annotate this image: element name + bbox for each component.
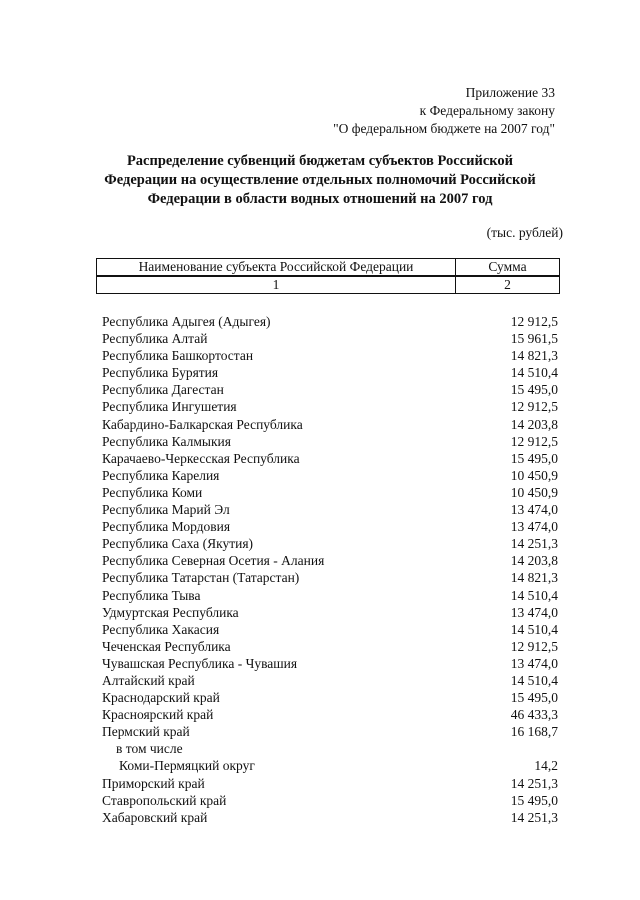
table-row — [102, 809, 558, 826]
row-amount: 12 912,5 — [510, 638, 558, 654]
table-row — [102, 313, 558, 330]
row-subject-name: Удмуртская Республика — [102, 604, 239, 620]
table-row — [102, 416, 558, 433]
row-amount: 10 450,9 — [510, 484, 558, 500]
table-row — [102, 364, 558, 381]
appendix-reference — [333, 84, 555, 138]
table-row — [102, 330, 558, 347]
table-row — [102, 501, 558, 518]
row-subject-name: Алтайский край — [102, 672, 195, 688]
row-amount: 14 251,3 — [510, 809, 558, 825]
row-amount: 14,2 — [534, 758, 558, 774]
row-amount: 14 510,4 — [510, 365, 558, 381]
row-subject-name: Республика Коми — [102, 484, 203, 500]
row-subject-name: Республика Марий Эл — [102, 502, 230, 518]
row-amount: 15 495,0 — [510, 792, 558, 808]
row-subject-name: Республика Алтай — [102, 331, 208, 347]
row-amount: 14 203,8 — [510, 553, 558, 569]
row-subject-name: Республика Башкортостан — [102, 348, 254, 364]
row-amount: 14 203,8 — [510, 416, 558, 432]
table-row — [102, 569, 558, 586]
row-amount: 46 433,3 — [510, 707, 558, 723]
table-row — [102, 587, 558, 604]
row-amount: 14 821,3 — [510, 570, 558, 586]
row-amount: 15 495,0 — [510, 382, 558, 398]
row-amount: 12 912,5 — [510, 314, 558, 329]
row-amount: 14 251,3 — [510, 536, 558, 552]
row-subject-name: Республика Саха (Якутия) — [102, 536, 254, 552]
table-row — [102, 518, 558, 535]
header-col-number-2: 2 — [456, 276, 560, 294]
table-row — [102, 535, 558, 552]
row-subject-name: Республика Татарстан (Татарстан) — [102, 570, 300, 586]
row-amount: 14 510,4 — [510, 672, 558, 688]
table-header — [96, 258, 560, 294]
row-subject-name: Кабардино-Балкарская Республика — [102, 416, 303, 432]
row-subject-name: Республика Бурятия — [102, 365, 219, 381]
subvention-list — [102, 313, 558, 826]
table-row — [102, 740, 558, 757]
table-row — [102, 381, 558, 398]
row-amount: 14 510,4 — [510, 621, 558, 637]
table-row — [102, 757, 558, 774]
table-row — [102, 775, 558, 792]
row-amount: 13 474,0 — [510, 519, 558, 535]
row-amount: 14 251,3 — [510, 775, 558, 791]
row-subject-name: Карачаево-Черкесская Республика — [102, 450, 300, 466]
table-row — [102, 689, 558, 706]
table-row — [102, 638, 558, 655]
row-subject-name: Ставропольский край — [102, 792, 227, 808]
appendix-law: к Федеральному закону — [419, 103, 555, 118]
title-line-1: Распределение субвенций бюджетам субъектов Российской — [126, 153, 514, 169]
table-row — [102, 552, 558, 569]
row-subject-name: Пермский край — [102, 724, 190, 740]
row-subject-name: Чеченская Республика — [102, 638, 231, 654]
table-row — [102, 604, 558, 621]
row-amount: 13 474,0 — [510, 502, 558, 518]
header-number-row — [97, 276, 560, 294]
row-amount: 15 961,5 — [510, 331, 558, 347]
row-subject-name: в том числе — [116, 741, 183, 757]
row-amount: 13 474,0 — [510, 655, 558, 671]
row-subject-name: Красноярский край — [102, 707, 214, 723]
title-line-2: Федерации на осуществление отдельных полномочий Российской — [104, 172, 536, 188]
table-row — [102, 792, 558, 809]
row-subject-name: Республика Ингушетия — [102, 399, 237, 415]
table-row — [102, 450, 558, 467]
row-amount: 16 168,7 — [510, 724, 558, 740]
row-amount: 14 821,3 — [510, 348, 558, 364]
table-row — [102, 347, 558, 364]
row-subject-name: Республика Тыва — [102, 587, 201, 603]
row-subject-name: Хабаровский край — [102, 809, 208, 825]
row-subject-name: Республика Северная Осетия - Алания — [102, 553, 325, 569]
row-subject-name: Республика Дагестан — [102, 382, 224, 398]
row-amount: 14 510,4 — [510, 587, 558, 603]
row-subject-name: Приморский край — [102, 775, 205, 791]
header-amount: Сумма — [456, 259, 560, 277]
table-row — [102, 706, 558, 723]
table-row — [102, 484, 558, 501]
units-label: (тыс. рублей) — [486, 225, 563, 240]
table-row — [102, 655, 558, 672]
appendix-law-title: "О федеральном бюджете на 2007 год" — [333, 121, 555, 136]
row-amount: 10 450,9 — [510, 467, 558, 483]
row-subject-name: Республика Карелия — [102, 467, 220, 483]
appendix-number: Приложение 33 — [465, 85, 555, 100]
title-line-3: Федерации в области водных отношений на 2007 год — [147, 191, 493, 207]
table-row — [102, 621, 558, 638]
row-subject-name: Республика Хакасия — [102, 621, 220, 637]
row-amount: 15 495,0 — [510, 690, 558, 706]
row-amount: 13 474,0 — [510, 604, 558, 620]
row-amount: 15 495,0 — [510, 450, 558, 466]
row-subject-name: Республика Мордовия — [102, 519, 231, 535]
header-col-number-1: 1 — [97, 276, 456, 294]
row-amount: 12 912,5 — [510, 399, 558, 415]
header-row — [97, 259, 560, 277]
table-row — [102, 672, 558, 689]
table-row — [102, 467, 558, 484]
row-subject-name: Республика Адыгея (Адыгея) — [102, 314, 271, 329]
table-row — [102, 723, 558, 740]
header-subject-name: Наименование субъекта Российской Федерации — [97, 259, 456, 277]
row-subject-name: Чувашская Республика - Чувашия — [102, 655, 298, 671]
row-subject-name: Республика Калмыкия — [102, 433, 231, 449]
table-row — [102, 398, 558, 415]
row-amount: 12 912,5 — [510, 433, 558, 449]
document-title — [80, 152, 560, 209]
table-row — [102, 433, 558, 450]
row-subject-name: Коми-Пермяцкий округ — [119, 758, 255, 774]
row-subject-name: Краснодарский край — [102, 690, 220, 706]
